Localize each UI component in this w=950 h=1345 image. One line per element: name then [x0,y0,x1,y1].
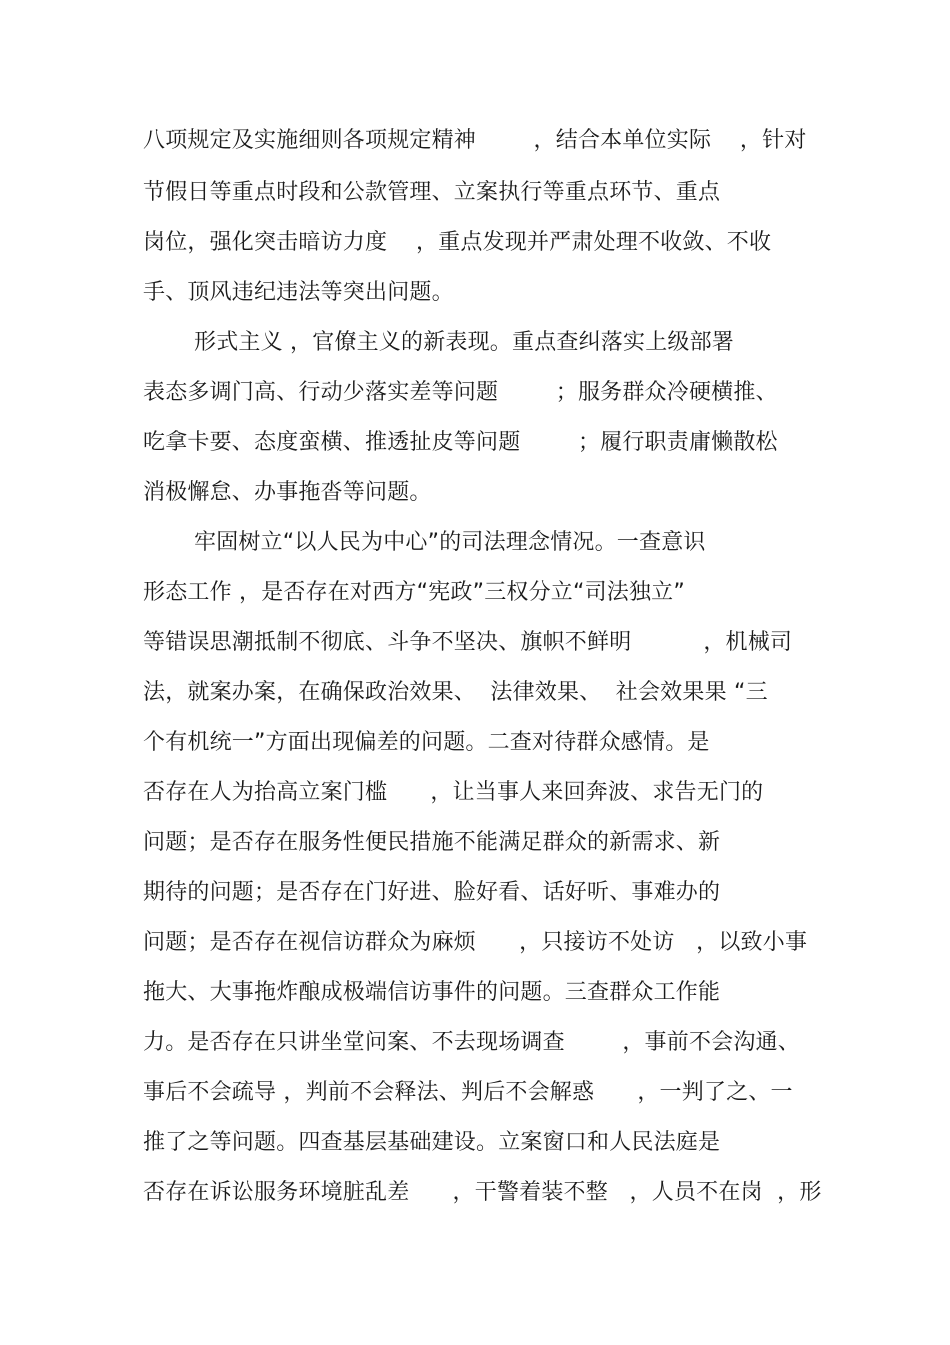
text-line: 等错误思潮抵制不彻底、斗争不坚决、旗帜不鲜明 ，机械司 [143,630,793,655]
text-line: 形态工作 ，是否存在对西方“宪政”三权分立“司法独立” [143,580,685,605]
paragraph-heading: 形式主义 ，官僚主义的新表现。重点查纠落实上级部署 [194,330,734,355]
text-line: 推了之等问题。四查基层基础建设。立案窗口和人民法庭是 [143,1130,721,1155]
text-line: 事后不会疏导 ，判前不会释法、判后不会解惑 ，一判了之、一 [143,1080,793,1105]
text-line: 节假日等重点时段和公款管理、立案执行等重点环节、重点 [143,180,721,205]
text-line: 否存在人为抬高立案门槛 ，让当事人来回奔波、求告无门的 [143,780,764,805]
text-line: 问题；是否存在服务性便民措施不能满足群众的新需求、新 [143,830,721,855]
text-line: 表态多调门高、行动少落实差等问题 ；服务群众冷硬横推、 [143,380,778,405]
text-line: 问题；是否存在视信访群众为麻烦 ，只接访不处访 ，以致小事 [143,930,808,955]
text-line: 岗位，强化突击暗访力度 ，重点发现并严肃处理不收敛、不收 [143,230,772,255]
text-line: 期待的问题；是否存在门好进、脸好看、话好听、事难办的 [143,880,721,905]
text-line: 拖大、大事拖炸酿成极端信访事件的问题。三查群众工作能 [143,980,721,1005]
text-line: 个有机统一”方面出现偏差的问题。二查对待群众感情。是 [143,730,710,755]
text-line: 手、顶风违纪违法等突出问题。 [143,280,454,305]
text-line: 八项规定及实施细则各项规定精神 ，结合本单位实际 ，针对 [143,128,807,153]
text-line: 力。是否存在只讲坐堂问案、不去现场调查 ，事前不会沟通、 [143,1030,800,1055]
text-line: 消极懈怠、办事拖沓等问题。 [143,480,432,505]
text-line: 法，就案办案，在确保政治效果、 法律效果、 社会效果果 “三 [143,680,768,705]
text-line: 吃拿卡要、态度蛮横、推透扯皮等问题 ；履行职责庸懒散松 [143,430,778,455]
text-line: 否存在诉讼服务环境脏乱差 ，干警着装不整 ，人员不在岗 ，形 [143,1180,822,1205]
paragraph-heading: 牢固树立“以人民为中心”的司法理念情况。一查意识 [194,530,706,555]
